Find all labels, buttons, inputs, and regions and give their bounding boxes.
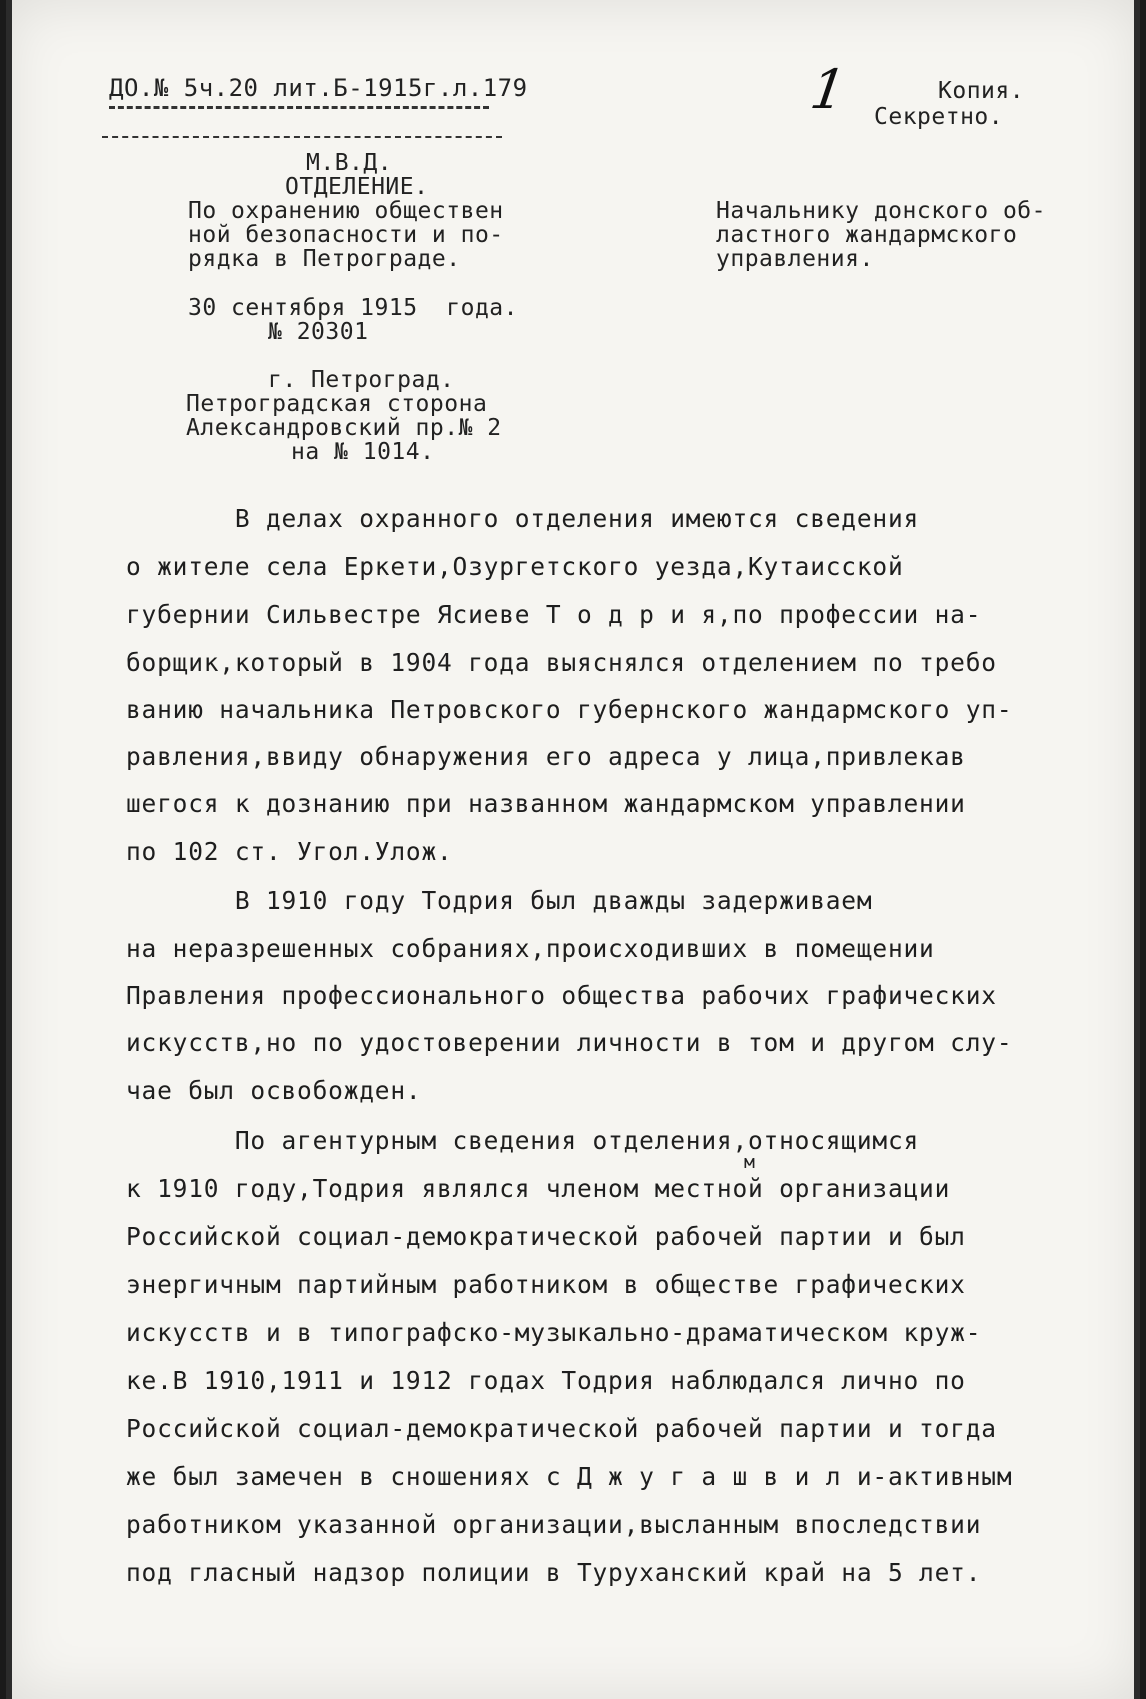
body-line: Российской социал-демократической рабочей партии и был [126, 1222, 966, 1251]
body-line: равления,ввиду обнаружения его адреса у лица,привлекав [126, 742, 966, 771]
body-line: чае был освобожден. [126, 1076, 422, 1105]
body-line: под гласный надзор полиции в Туруханский край на 5 лет. [126, 1558, 982, 1587]
handwritten-page-number: 1 [806, 58, 850, 121]
letter-number: № 20301 [268, 319, 369, 345]
sender-ministry: М.В.Д. [306, 150, 393, 176]
body-line: энергичным партийным работником в обществе графических [126, 1270, 966, 1299]
sender-address-2: Александровский пр.№ 2 [186, 415, 502, 441]
body-line: шегося к дознанию при названном жандармском управлении [126, 789, 966, 818]
secret-label: Секретно. [874, 104, 1004, 130]
body-line: к 1910 году,Тодрия являлся членом местной организации [126, 1174, 951, 1203]
sender-line-4: ной безопасности и по- [188, 222, 504, 248]
letter-date: 30 сентября 1915 года. [188, 295, 518, 321]
body-line: губернии Сильвестре Ясиеве Т о д р и я,по профессии на- [126, 600, 982, 629]
body-line: о жителе села Еркети,Озургетского уезда,Кутаисской [126, 552, 904, 581]
body-line: на неразрешенных собраниях,происходивших в помещении [126, 934, 935, 963]
reply-reference: на № 1014. [291, 439, 435, 465]
scan-edge-right [1134, 0, 1140, 1699]
body-line: Российской социал-демократической рабочей партии и тогда [126, 1414, 997, 1443]
body-line: По агентурным сведения отделения,относящимся [126, 1126, 920, 1155]
archive-reference: ДО.№ 5ч.20 лит.Б-1915г.л.179 [109, 74, 528, 102]
body-line: ке.В 1910,1911 и 1912 годах Тодрия наблюдался лично по [126, 1366, 966, 1395]
body-line: работником указанной организации,высланным впоследствии [126, 1510, 982, 1539]
body-line: искусств,но по удостоверении личности в том и другом слу- [126, 1028, 1013, 1057]
reference-underline [109, 106, 489, 109]
recipient-line-3: управления. [716, 246, 874, 272]
body-line: В 1910 году Тодрия был дважды задерживаем [126, 886, 873, 915]
document-page [6, 0, 1140, 1699]
body-line: же был замечен в сношениях с Д ж у г а ш в и л и-активным [126, 1462, 1013, 1491]
sender-city: г. Петроград. [268, 367, 455, 393]
copy-label: Копия. [938, 78, 1025, 104]
sender-line-5: рядка в Петрограде. [188, 246, 461, 272]
scan-edge-left [6, 0, 12, 1699]
body-line: по 102 ст. Угол.Улож. [126, 837, 453, 866]
reference-underline-2 [102, 136, 502, 138]
recipient-line-1: Начальнику донского об- [716, 198, 1046, 224]
body-line: Правления профессионального общества рабочих графических [126, 981, 997, 1010]
sender-line-3: По охранению обществен [188, 198, 504, 224]
body-line: В делах охранного отделения имеются сведения [126, 504, 920, 533]
body-line: искусств и в типографско-музыкально-драматическом круж- [126, 1318, 982, 1347]
sender-address-1: Петроградская сторона [186, 391, 488, 417]
insertion-mark: м [744, 1152, 755, 1173]
body-line: борщик,который в 1904 года выяснялся отделением по требо [126, 648, 997, 677]
recipient-line-2: ластного жандармского [716, 222, 1018, 248]
body-line: ванию начальника Петровского губернского жандармского уп- [126, 695, 1013, 724]
sender-department: ОТДЕЛЕНИЕ. [285, 174, 429, 200]
